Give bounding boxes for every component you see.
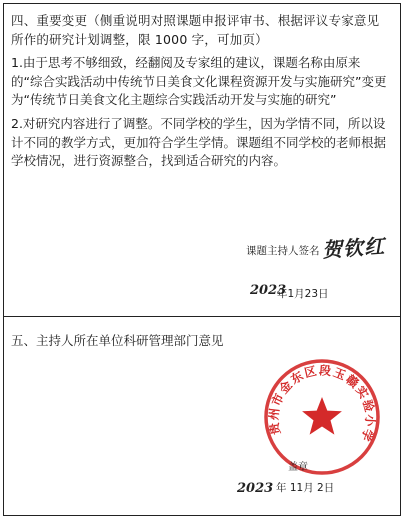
seal-date: 年 11月 2日 bbox=[276, 482, 335, 494]
seal-text: 贵州市金东区段玉赣实验小学 bbox=[266, 363, 378, 445]
handwritten-signature: 贺钦红 bbox=[321, 233, 386, 263]
seal-label: 盖章 bbox=[288, 462, 308, 473]
handwritten-year: 2023 bbox=[250, 283, 287, 298]
change-paragraph-2: 2.对研究内容进行了调整。不同学校的学生，因为学情不同，所以设计不同的教学方式，更加符合学生学情。课题组不同学校的老师根据学校情况，进行资源整合，找到适合研究的内容。 bbox=[11, 116, 387, 168]
section5-heading: 五、主持人所在单位科研管理部门意见 bbox=[11, 333, 224, 348]
seal-star-icon bbox=[302, 397, 342, 435]
signature-label: 课题主持人签名 bbox=[246, 245, 320, 257]
official-seal-icon bbox=[262, 357, 382, 477]
form-frame bbox=[3, 3, 401, 516]
change-paragraph-1: 1.由于思考不够细致，经翻阅及专家组的建议，课题名称由原来的“综合实践活动中传统节日美食文化课程资源开发与实施研究”变更为“传统节日美食文化主题综合实践活动开发与实施的研究” bbox=[11, 55, 387, 107]
signature-date: 年1月23日 bbox=[277, 288, 329, 300]
section-unit-opinion bbox=[4, 317, 400, 516]
section-major-changes bbox=[4, 4, 400, 317]
section4-heading: 四、重要变更（侧重说明对照课题申报评审书、根据评议专家意见所作的研究计划调整，限 1000 字，可加页） bbox=[11, 13, 380, 47]
handwritten-year-2: 2023 bbox=[237, 481, 274, 496]
